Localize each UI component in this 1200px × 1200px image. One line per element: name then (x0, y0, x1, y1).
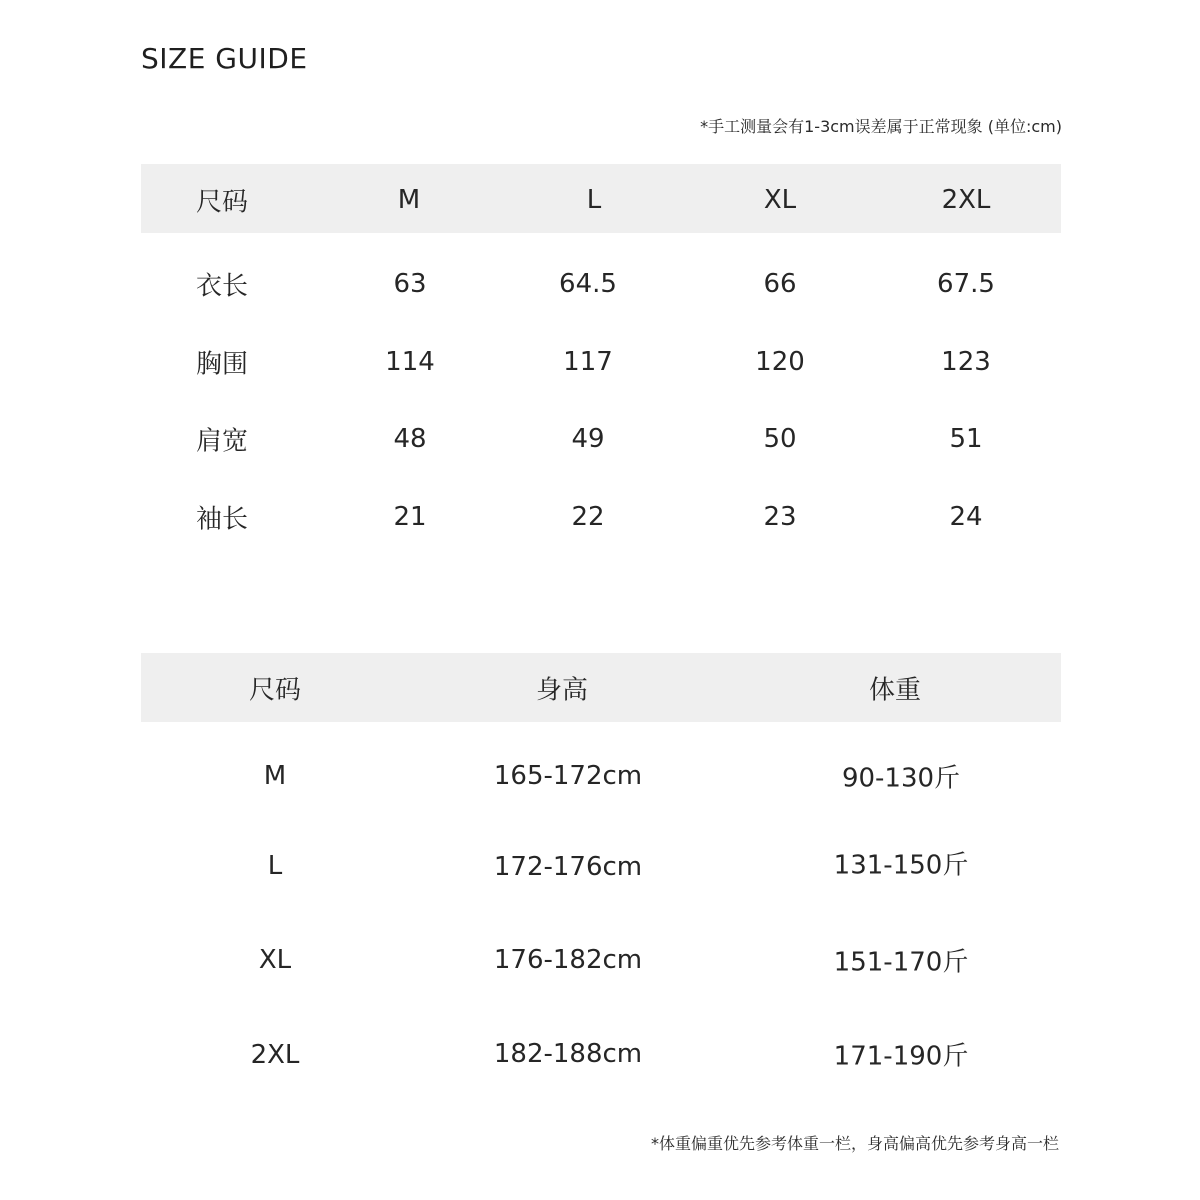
size-cell: 2XL (250, 1040, 300, 1070)
footer-note: *体重偏重优先参考体重一栏，身高偏高优先参考身高一栏 (650, 1134, 1059, 1153)
header-size-label: 尺码 (196, 187, 249, 218)
table-cell: 49 (571, 424, 605, 454)
table-cell: 114 (385, 347, 435, 377)
weight-cell: 171-190斤 (833, 1041, 969, 1072)
measurement-note: *手工测量会有1-3cm误差属于正常现象 (单位:cm) (700, 117, 1062, 136)
weight-cell: 151-170斤 (833, 947, 969, 978)
row-label: 肩宽 (196, 426, 249, 457)
height-cell: 165-172cm (493, 761, 643, 791)
table-cell: 48 (393, 424, 427, 454)
page-title: SIZE GUIDE (141, 42, 308, 75)
table-cell: 120 (755, 347, 805, 377)
height-cell: 172-176cm (493, 852, 643, 882)
header-size-xl: XL (763, 185, 797, 215)
size-cell: L (267, 851, 283, 881)
header-size-2xl: 2XL (941, 185, 991, 215)
weight-cell: 131-150斤 (833, 850, 969, 881)
row-label: 衣长 (196, 271, 249, 302)
header-size: 尺码 (248, 675, 302, 706)
header-height: 身高 (535, 675, 589, 706)
row-label: 胸围 (196, 349, 249, 380)
table-cell: 66 (763, 269, 797, 299)
height-cell: 176-182cm (493, 945, 643, 975)
table-cell: 123 (941, 347, 991, 377)
table-cell: 21 (393, 502, 427, 532)
table-cell: 22 (571, 502, 605, 532)
table-cell: 117 (563, 347, 613, 377)
height-cell: 182-188cm (493, 1039, 643, 1069)
table-cell: 64.5 (559, 269, 617, 299)
table-cell: 67.5 (937, 269, 995, 299)
table-cell: 63 (393, 269, 427, 299)
row-label: 袖长 (196, 504, 249, 535)
table-cell: 51 (949, 424, 983, 454)
size-cell: XL (258, 945, 292, 975)
size-cell: M (263, 761, 287, 791)
header-weight: 体重 (868, 675, 922, 706)
weight-cell: 90-130斤 (841, 763, 961, 794)
table-cell: 24 (949, 502, 983, 532)
table-cell: 23 (763, 502, 797, 532)
table-cell: 50 (763, 424, 797, 454)
header-size-m: M (397, 185, 421, 215)
header-size-l: L (586, 185, 602, 215)
